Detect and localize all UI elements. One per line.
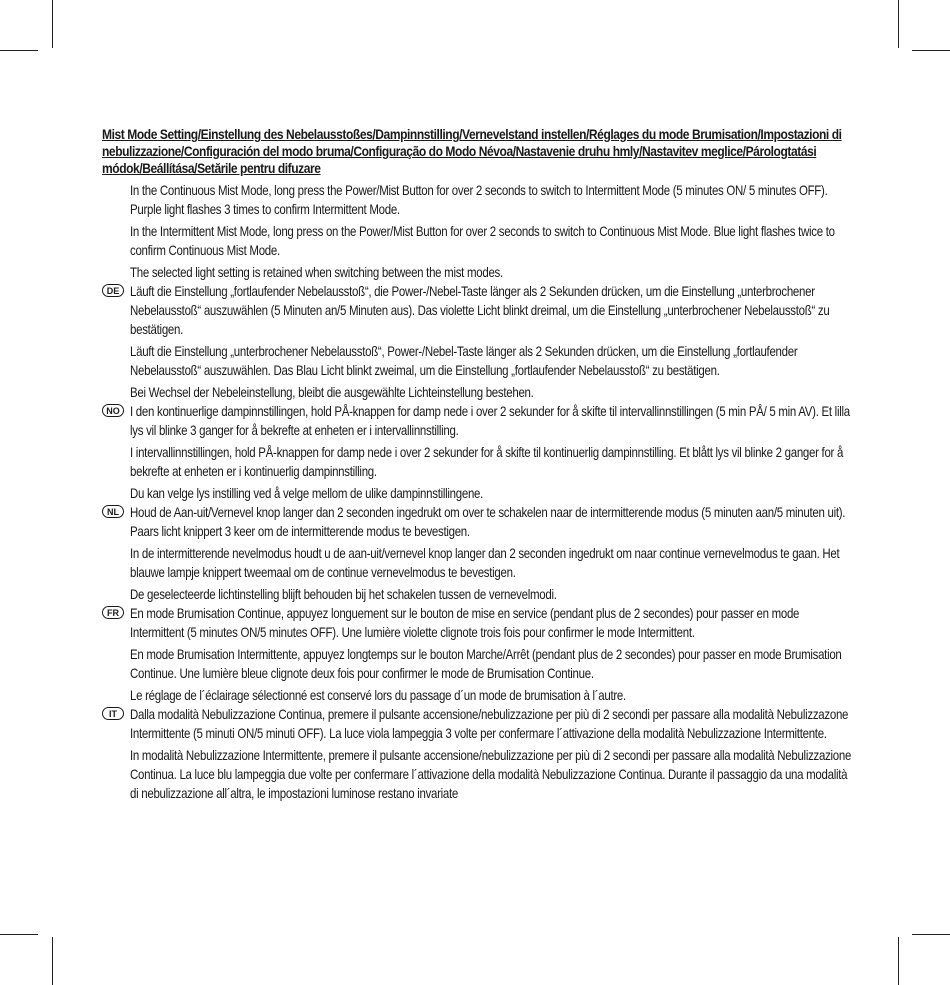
paragraph: I intervallinnstillingen, hold PÅ-knappen for damp nede i over 2 sekunder for å skifte til kontinuerlig dampinnstilling. Et blått lys vil blinke 2 ganger for å bekrefte at enheten er i kontinuerlig dampinnstilling. [130,444,844,479]
crop-mark [898,937,899,985]
language-badge-nl: NL [102,505,124,518]
paragraph: I den kontinuerlige dampinnstillingen, hold PÅ-knappen for damp nede i over 2 sekunder for å skifte til intervallinnstillingen (5 min PÅ/ 5 min AV). Et lilla lys vil blinke 3 ganger for å bekrefte at enheten er i intervallinnstilling. [130,403,850,438]
paragraph: The selected light setting is retained when switching between the mist modes. [130,264,503,280]
paragraph: Houd de Aan-uit/Vernevel knop langer dan 2 seconden ingedrukt om over te schakelen naar de intermitterende modus (5 minuten aan/5 minuten uit). Paars licht knippert 3 keer om de intermitterende modus te bevestigen. [130,504,846,539]
language-section-nl [102,503,850,604]
language-badge-it: IT [102,707,124,720]
section-title: Mist Mode Setting/Einstellung des Nebelausstoßes/Dampinnstilling/Vernevelstand instellen/Réglages du mode Brumisation/Impostazioni di nebulizzazione/Configuración del modo bruma/Configuração do Modo Névoa/Nastavenie druhu hmly/Nastavitev meglice/Párologtatási módok/Beállítása/Setările pentru difuzare [102,126,842,176]
paragraph: Dalla modalità Nebulizzazione Continua, premere il pulsante accensione/nebulizzazione per più di 2 secondi per passare alla modalità Nebulizzazone Intermittente (5 minuti ON/5 minuti OFF). La luce viola lampeggia 3 volte per confermare l´attivazione della modalità Nebulizzazione Intermittente. [130,706,849,741]
language-section-fr [102,604,850,705]
language-badge-no: NO [102,404,124,417]
paragraph: In the Continuous Mist Mode, long press the Power/Mist Button for over 2 seconds to switch to Intermittent Mode (5 minutes ON/ 5 minutes OFF). Purple light flashes 3 times to confirm Intermittent Mode. [130,182,828,217]
paragraph: De geselecteerde lichtinstelling blijft behouden bij het schakelen tussen de vernevelmodi. [130,586,557,602]
paragraph: Le réglage de l´éclairage sélectionné est conservé lors du passage d´un mode de brumisation à l´autre. [130,687,626,703]
language-section-it [102,705,850,803]
crop-mark [52,937,53,985]
language-section-no [102,402,850,503]
paragraph: In de intermitterende nevelmodus houdt u de aan-uit/vernevel knop langer dan 2 seconden ingedrukt om naar continue vernevelmodus te gaan. Het blauwe lampje knippert tweemaal om de continue vernevelmodus te bevestigen. [130,545,840,580]
paragraph: Läuft die Einstellung „unterbrochener Nebelausstoß“, Power-/Nebel-Taste länger als 2 Sekunden drücken, um die Einstellung „fortlaufender Nebelausstoß“ auszuwählen. Das Blau Licht blinkt zweimal, um die Einstellung „fortlaufender Nebelausstoß“ zu bestätigen. [130,343,798,378]
language-badge-fr: FR [102,606,124,619]
paragraph: In the Intermittent Mist Mode, long press on the Power/Mist Button for over 2 seconds to switch to Continuous Mist Mode. Blue light flashes twice to confirm Continuous Mist Mode. [130,223,835,258]
language-section-de [102,282,850,402]
paragraph: Bei Wechsel der Nebeleinstellung, bleibt die ausgewählte Lichteinstellung bestehen. [130,384,534,400]
crop-mark [898,0,899,48]
crop-mark [912,934,950,935]
crop-mark [912,50,950,51]
language-badge-de: DE [102,284,124,297]
language-section-en [102,181,850,282]
paragraph: En mode Brumisation Intermittente, appuyez longtemps sur le bouton Marche/Arrêt (pendant plus de 2 secondes) pour passer en mode Brumisation Continue. Une lumière bleue clignote deux fois pour confirmer le mode de Brumisation Continue. [130,646,842,681]
crop-mark [0,934,38,935]
paragraph: Du kan velge lys instilling ved å velge mellom de ulike dampinnstillingene. [130,485,484,501]
paragraph: In modalità Nebulizzazione Intermittente, premere il pulsante accensione/nebulizzazione per più di 2 secondi per passare alla modalità Nebulizzazione Continua. La luce blu lampeggia due volte per confermare l´attivazione della modalità Nebulizzazione Continua. Durante il passaggio da una modalità di nebulizzazione all´altra, le impostazioni luminose restano invariate [130,747,852,801]
paragraph: Läuft die Einstellung „fortlaufender Nebelausstoß“, die Power-/Nebel-Taste länger als 2 Sekunden drücken, um die Einstellung „unterbrochener Nebelausstoß“ auszuwählen (5 Minuten an/5 Minuten aus). Das violette Licht blinkt dreimal, um die Einstellung „unterbrochener Nebelausstoß“ zu bestätigen. [130,283,830,337]
crop-mark [52,0,53,48]
manual-page-content [102,126,850,803]
crop-mark [0,50,38,51]
paragraph: En mode Brumisation Continue, appuyez longuement sur le bouton de mise en service (pendant plus de 2 secondes) pour passer en mode Intermittent (5 minutes ON/5 minutes OFF). Une lumière violette clignote trois fois pour confirmer le mode Intermittent. [130,605,800,640]
